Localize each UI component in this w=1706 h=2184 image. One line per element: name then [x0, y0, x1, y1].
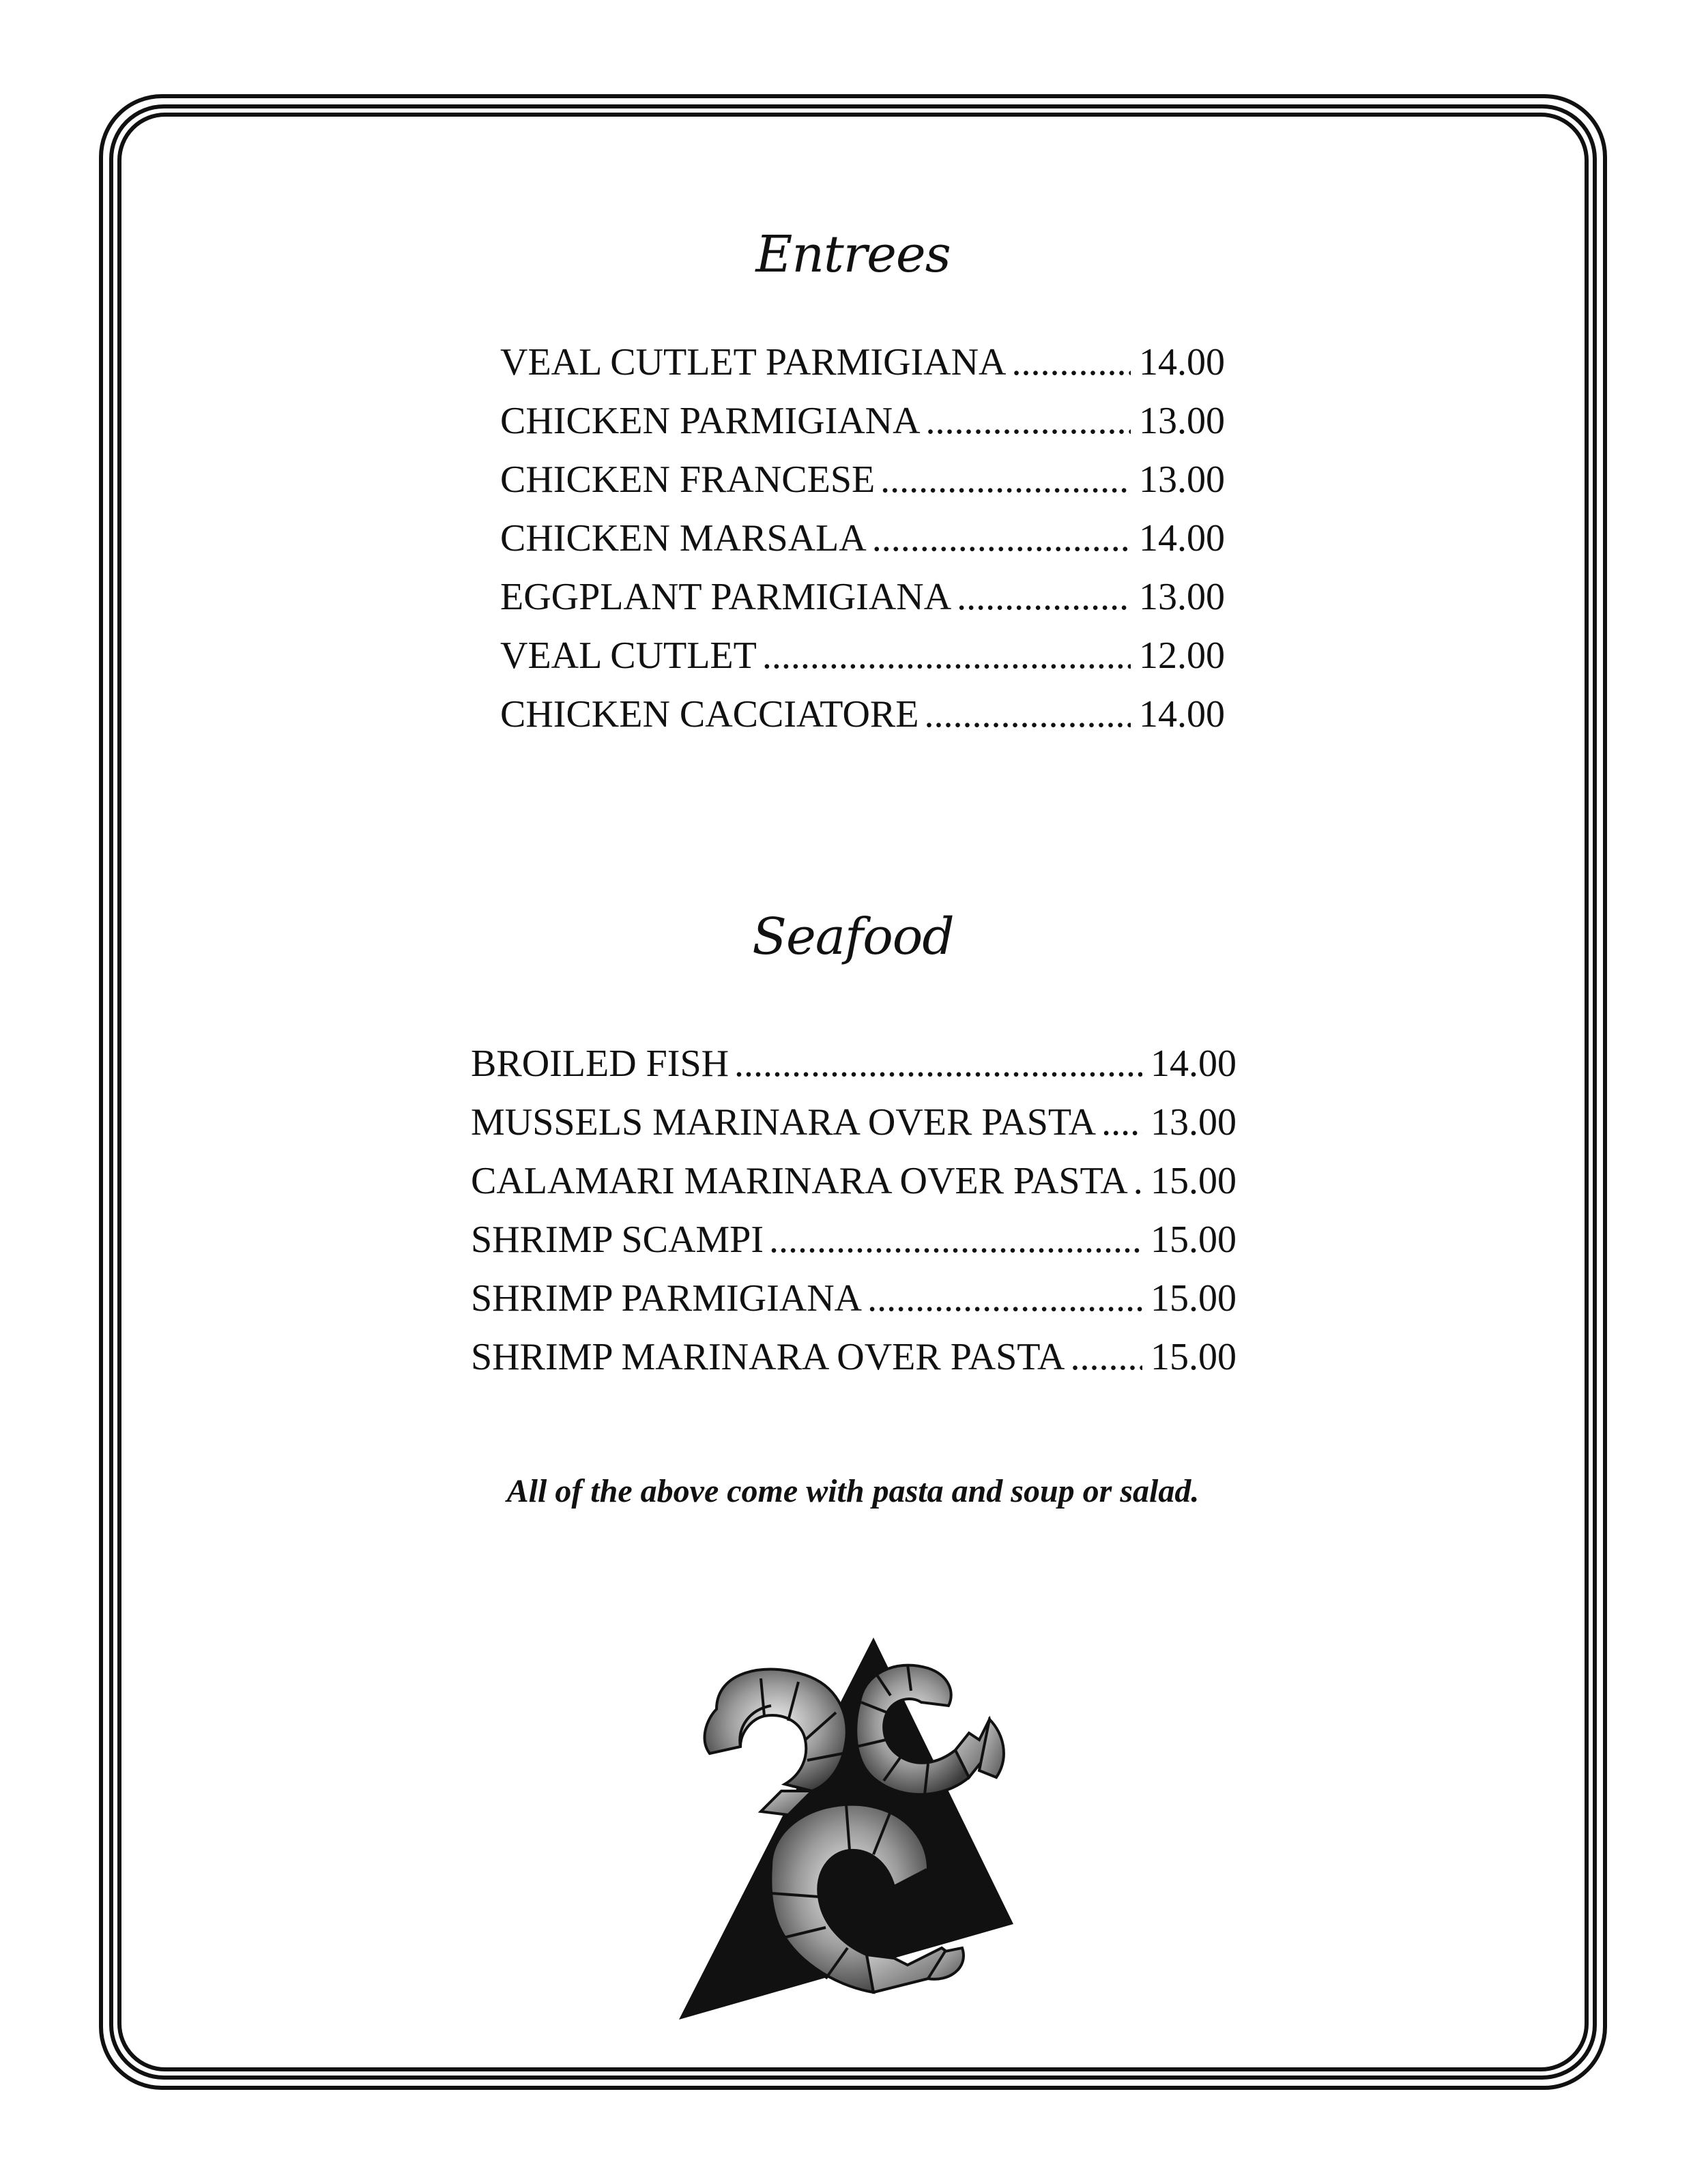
menu-item — [471, 1093, 1237, 1152]
dot-leader — [769, 1210, 1142, 1269]
item-price: 14.00 — [1139, 341, 1225, 383]
item-price: 12.00 — [1139, 635, 1225, 677]
item-price: 15.00 — [1151, 1336, 1237, 1378]
dot-leader — [1133, 1152, 1142, 1210]
dot-leader — [762, 626, 1131, 685]
item-price: 13.00 — [1139, 458, 1225, 501]
item-name: SHRIMP PARMIGIANA — [471, 1277, 863, 1320]
item-name: CHICKEN CACCIATORE — [500, 693, 919, 736]
menu-item — [500, 333, 1225, 392]
item-price: 13.00 — [1151, 1101, 1237, 1144]
dot-leader — [880, 450, 1131, 509]
item-name: CALAMARI MARINARA OVER PASTA — [471, 1160, 1128, 1202]
dot-leader — [1011, 333, 1131, 392]
dot-leader — [1070, 1328, 1142, 1386]
item-name: VEAL CUTLET PARMIGIANA — [500, 341, 1007, 383]
entrees-heading: Entrees — [755, 225, 951, 284]
shrimp-triangle-icon — [669, 1637, 1037, 2061]
menu-item — [471, 1269, 1237, 1328]
item-price: 13.00 — [1139, 576, 1225, 618]
item-price: 14.00 — [1151, 1043, 1237, 1085]
item-name: MUSSELS MARINARA OVER PASTA — [471, 1101, 1097, 1144]
dot-leader — [872, 509, 1131, 568]
dot-leader — [924, 685, 1131, 744]
menu-item — [500, 392, 1225, 450]
item-name: CHICKEN PARMIGIANA — [500, 400, 921, 442]
item-name: CHICKEN FRANCESE — [500, 458, 876, 501]
item-price: 15.00 — [1151, 1277, 1237, 1320]
dot-leader — [867, 1269, 1142, 1328]
dot-leader — [957, 568, 1131, 626]
item-price: 14.00 — [1139, 693, 1225, 736]
item-name: EGGPLANT PARMIGIANA — [500, 576, 952, 618]
menu-item — [500, 685, 1225, 744]
item-price: 13.00 — [1139, 400, 1225, 442]
entrees-list — [500, 333, 1225, 744]
seafood-heading: Seafood — [752, 907, 954, 966]
menu-item — [471, 1328, 1237, 1386]
item-price: 15.00 — [1151, 1219, 1237, 1261]
menu-item — [471, 1034, 1237, 1093]
seafood-list — [471, 1034, 1237, 1386]
menu-footnote: All of the above come with pasta and soup or salad. — [506, 1473, 1200, 1509]
item-name: CHICKEN MARSALA — [500, 517, 867, 559]
item-price: 14.00 — [1139, 517, 1225, 559]
item-name: SHRIMP SCAMPI — [471, 1219, 764, 1261]
menu-item — [500, 509, 1225, 568]
menu-item — [500, 568, 1225, 626]
menu-item — [500, 450, 1225, 509]
menu-item — [500, 626, 1225, 685]
menu-item — [471, 1152, 1237, 1210]
menu-item — [471, 1210, 1237, 1269]
dot-leader — [1101, 1093, 1142, 1152]
dot-leader — [734, 1034, 1142, 1093]
item-name: SHRIMP MARINARA OVER PASTA — [471, 1336, 1065, 1378]
dot-leader — [926, 392, 1131, 450]
item-price: 15.00 — [1151, 1160, 1237, 1202]
item-name: BROILED FISH — [471, 1043, 729, 1085]
item-name: VEAL CUTLET — [500, 635, 757, 677]
